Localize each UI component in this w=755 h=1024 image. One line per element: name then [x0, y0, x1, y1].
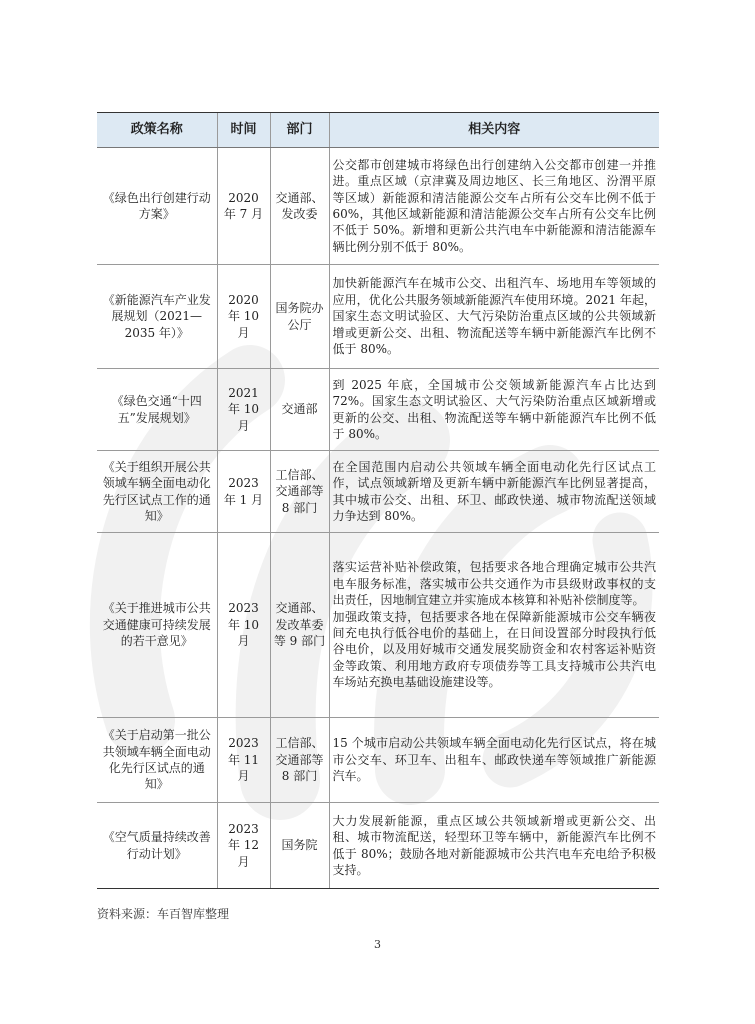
content-paragraph: 加快新能源汽车在城市公交、出租汽车、场地用车等领域的应用，优化公共服务领域新能源汽车使用环境。2021 年起，国家生态文明试验区、大气污染防治重点区域的公共领域新增或更新公交、出租、物流配送等车辆中新能源汽车比例不低于 80%。: [332, 276, 656, 357]
policy-name: 《绿色交通“十四五”发展规划》: [97, 369, 217, 451]
content-paragraph: 大力发展新能源，重点区域公共领域新增或更新公交、出租、城市物流配送，轻型环卫等车辆中，新能源汽车比例不低于 80%；鼓励各地对新能源城市公共汽电车充电给予积极支持。: [332, 813, 656, 877]
content-paragraph: 公交都市创建城市将绿色出行创建纳入公交都市创建一并推进。重点区域（京津冀及周边地区、长三角地区、汾渭平原等区域）新能源和清洁能源公交车占所有公交车比例不低于 60%，其他区域新能源和清洁能源公交车占所有公交车比例不低于 50%。新增和更新公共汽电车中新能源和清洁能源车辆比例分别不低于 80%。: [332, 157, 656, 254]
page-number: 3: [374, 938, 381, 951]
policy-department: 国务院办公厅: [270, 265, 329, 369]
table-row: [97, 533, 659, 718]
policy-content: [329, 369, 659, 451]
policy-time: 2023 年 11 月: [217, 718, 270, 803]
table-header-row: [97, 113, 659, 148]
content-paragraph: 到 2025 年底，全国城市公交领域新能源汽车占比达到 72%。国家生态文明试验区、大气污染防治重点区域新增或更新的公交、出租、物流配送等车辆中新能源汽车比例不低于 80%。: [332, 377, 656, 441]
policy-department: 交通部: [270, 369, 329, 451]
policy-time: 2020 年 10 月: [217, 265, 270, 369]
policy-department: 工信部、交通部等 8 部门: [270, 451, 329, 533]
header-content: 相关内容: [329, 113, 659, 148]
policy-name: 《关于组织开展公共领域车辆全面电动化先行区试点工作的通知》: [97, 451, 217, 533]
policy-table: [97, 112, 659, 889]
policy-content: [329, 803, 659, 889]
policy-content: [329, 451, 659, 533]
policy-name: 《关于推进城市公共交通健康可持续发展的若干意见》: [97, 533, 217, 718]
policy-department: 交通部、发改革委等 9 部门: [270, 533, 329, 718]
policy-time: 2023 年 10 月: [217, 533, 270, 718]
table-row: [97, 369, 659, 451]
policy-time: 2023 年 1 月: [217, 451, 270, 533]
policy-content: [329, 533, 659, 718]
policy-department: 交通部、发改委: [270, 148, 329, 265]
table-row: [97, 265, 659, 369]
policy-name: 《关于启动第一批公共领域车辆全面电动化先行区试点的通知》: [97, 718, 217, 803]
policy-department: 工信部、交通部等 8 部门: [270, 718, 329, 803]
table-row: [97, 148, 659, 265]
table-row: [97, 803, 659, 889]
policy-name: 《空气质量持续改善行动计划》: [97, 803, 217, 889]
table-row: [97, 451, 659, 533]
policy-time: 2023 年 12 月: [217, 803, 270, 889]
content-paragraph: 15 个城市启动公共领域车辆全面电动化先行区试点，将在城市公交车、环卫车、出租车、邮政快递车等领域推广新能源汽车。: [332, 736, 656, 784]
policy-department: 国务院: [270, 803, 329, 889]
table-row: [97, 718, 659, 803]
header-department: 部门: [270, 113, 329, 148]
policy-content: [329, 148, 659, 265]
policy-content: [329, 718, 659, 803]
policy-time: 2021 年 10 月: [217, 369, 270, 451]
policy-content: [329, 265, 659, 369]
policy-name: 《绿色出行创建行动方案》: [97, 148, 217, 265]
policy-name: 《新能源汽车产业发展规划（2021—2035 年）》: [97, 265, 217, 369]
policy-time: 2020 年 7 月: [217, 148, 270, 265]
content-paragraph: 落实运营补贴补偿政策，包括要求各地合理确定城市公共汽电车服务标准，落实城市公共交通作为市县级财政事权的支出责任，因地制宜建立并实施成本核算和补贴补偿制度等。: [332, 560, 656, 608]
source-note: 资料来源：车百智库整理: [97, 907, 230, 921]
content-paragraph: 加强政策支持，包括要求各地在保障新能源城市公交车辆夜间充电执行低谷电价的基础上，在日间设置部分时段执行低谷电价，以及用好城市交通发展奖励资金和农村客运补贴资金等政策、利用地方政府专项债券等工具支持城市公共汽电车场站充换电基础设施建设等。: [332, 609, 656, 690]
header-time: 时间: [217, 113, 270, 148]
header-policy-name: 政策名称: [97, 113, 217, 148]
content-paragraph: 在全国范围内启动公共领域车辆全面电动化先行区试点工作，试点领域新增及更新车辆中新能源汽车比例显著提高，其中城市公交、出租、环卫、邮政快递、城市物流配送领域力争达到 80%。: [332, 459, 656, 523]
